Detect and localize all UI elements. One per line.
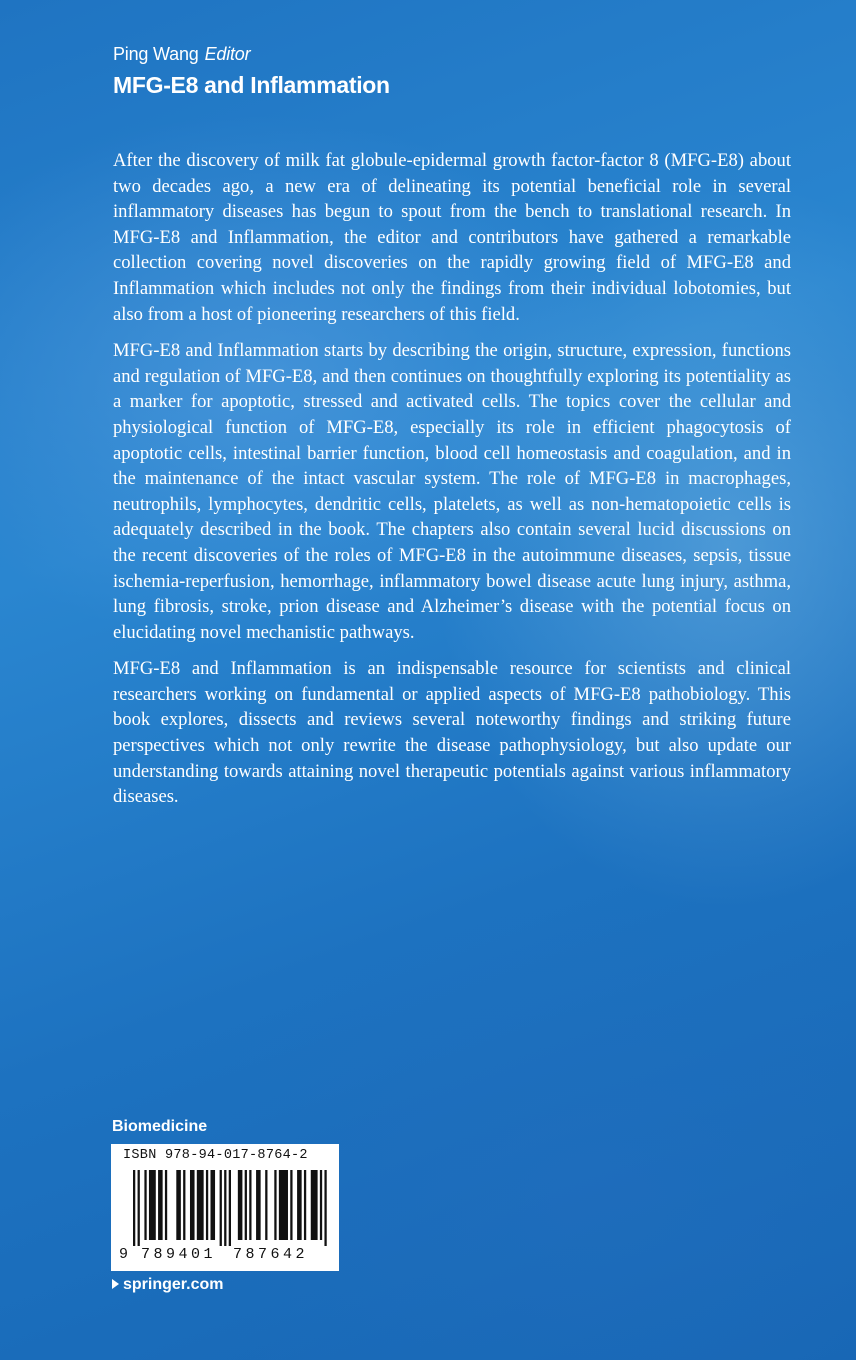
barcode-bars <box>133 1170 329 1246</box>
barcode-bar-25 <box>311 1170 318 1240</box>
barcode-bar-17 <box>249 1170 251 1240</box>
barcode-bar-9 <box>197 1170 204 1240</box>
barcode-bar-10 <box>206 1170 208 1240</box>
publisher-website[interactable] <box>112 1276 223 1294</box>
barcode-bar-14 <box>229 1170 231 1246</box>
barcode-bar-11 <box>210 1170 215 1240</box>
barcode-bar-23 <box>297 1170 302 1240</box>
isbn-barcode <box>111 1144 339 1271</box>
series-label: Biomedicine <box>112 1118 208 1135</box>
barcode-first-digit: 9 <box>119 1246 129 1263</box>
barcode-left-digits: 789401 <box>141 1246 217 1263</box>
book-title: MFG-E8 and Inflammation <box>113 72 390 98</box>
blurb-paragraph-2: MFG-E8 and Inflammation starts by describing the origin, structure, expression, functions and regulation of MFG-E8, and then continues on thoughtfully exploring its potentiality as a marker for apoptotic, stressed and activated cells. The topics cover the cellular and physiological function of MFG-E8, especially its role in efficient phagocytosis of apoptotic cells, intestinal barrier function, blood cell homeostasis and coagulation, and in the maintenance of the intact vascular system. The role of MFG-E8 in macrophages, neutrophils, lymphocytes, dendritic cells, platelets, as well as non-hematopoietic cells is adequately described in the book. The chapters also contain several lucid discussions on the recent discoveries of the roles of MFG-E8 in the autoimmune diseases, sepsis, tissue ischemia-reperfusion, hemorrhage, inflammatory bowel disease acute lung injury, asthma, lung fibrosis, stroke, prion disease and Alzheimer’s disease with the potential focus on elucidating novel mechanistic pathways. <box>113 340 791 643</box>
website-label: springer.com <box>123 1276 224 1293</box>
barcode-bar-5 <box>165 1170 167 1240</box>
barcode-bar-12 <box>220 1170 222 1246</box>
barcode-bar-22 <box>290 1170 292 1240</box>
barcode-right-digits: 787642 <box>233 1246 309 1263</box>
barcode-bar-19 <box>265 1170 267 1240</box>
barcode-bar-20 <box>274 1170 276 1240</box>
barcode-bar-24 <box>304 1170 306 1240</box>
barcode-bar-26 <box>320 1170 322 1240</box>
back-cover-blurb <box>113 148 791 821</box>
barcode-bar-13 <box>224 1170 226 1246</box>
barcode-bar-4 <box>158 1170 163 1240</box>
blurb-paragraph-1: After the discovery of milk fat globule-epidermal growth factor-factor 8 (MFG-E8) about two decades ago, a new era of delineating its potential beneficial role in several inflammatory diseases has begun to spout from the bench to translational research. In MFG-E8 and Inflammation, the editor and contributors have gathered a remarkable collection covering novel discoveries on the rapidly growing field of MFG-E8 and Inflammation which includes not only the findings from their individual lobotomies, but also from a host of pioneering researchers of this field. <box>113 150 791 325</box>
barcode-bar-1 <box>138 1170 140 1246</box>
editor-role: Editor <box>204 44 251 64</box>
barcode-bar-0 <box>133 1170 135 1246</box>
editor-line <box>113 44 250 65</box>
barcode-bar-21 <box>279 1170 288 1240</box>
barcode-bar-3 <box>149 1170 156 1240</box>
barcode-bar-7 <box>183 1170 185 1240</box>
blurb-paragraph-3: MFG-E8 and Inflammation is an indispensable resource for scientists and clinical researchers working on fundamental or applied aspects of MFG-E8 pathobiology. This book explores, dissects and reviews several noteworthy findings and striking future perspectives which not only rewrite the disease pathophysiology, but also update our understanding towards attaining novel therapeutic potentials against various inflammatory diseases. <box>113 658 791 808</box>
author-name: Ping Wang <box>113 44 199 64</box>
isbn-number: ISBN 978-94-017-8764-2 <box>123 1148 308 1163</box>
barcode-bar-8 <box>190 1170 195 1240</box>
barcode-bar-15 <box>238 1170 243 1240</box>
triangle-right-icon <box>112 1279 119 1289</box>
barcode-bar-6 <box>176 1170 181 1240</box>
barcode-bar-2 <box>144 1170 146 1240</box>
barcode-bar-18 <box>256 1170 261 1240</box>
barcode-bar-27 <box>324 1170 326 1246</box>
barcode-bar-16 <box>245 1170 247 1240</box>
